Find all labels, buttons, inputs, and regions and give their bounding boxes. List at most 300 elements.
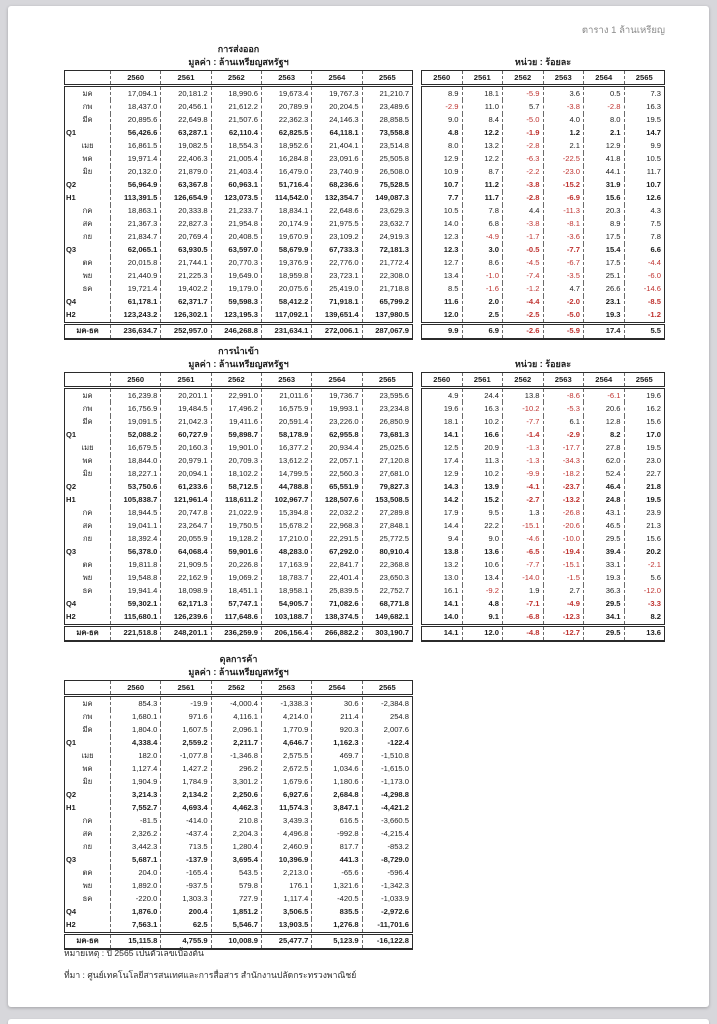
exports-title: การส่งออก — [217, 44, 260, 54]
cell: 43.1 — [584, 507, 625, 520]
cell: -437.4 — [161, 828, 211, 841]
trade-balance-value-subtitle: มูลค่า : ล้านเหรียญสหรัฐฯ — [188, 667, 289, 677]
cell: 13.2 — [422, 559, 463, 572]
row-label: มค-ธค — [65, 626, 111, 642]
cell: 27,120.8 — [362, 455, 412, 468]
cell: -2.8 — [584, 100, 625, 113]
cell: 7,563.1 — [111, 919, 161, 934]
cell: 13.4 — [462, 572, 503, 585]
cell: -14.0 — [503, 572, 544, 585]
cell: 46.5 — [584, 520, 625, 533]
cell: 23,109.2 — [312, 231, 362, 244]
cell: 10.7 — [624, 179, 665, 192]
year-column-header: 2565 — [362, 681, 412, 696]
cell: 11.3 — [462, 455, 503, 468]
cell: 13.9 — [462, 481, 503, 494]
cell: 71,918.1 — [312, 296, 362, 309]
cell: 29.5 — [584, 533, 625, 546]
cell: 48,283.0 — [261, 546, 311, 559]
row-label: H2 — [66, 612, 76, 622]
cell: 0.5 — [584, 86, 625, 101]
cell: 26.6 — [584, 283, 625, 296]
cell: 31.9 — [584, 179, 625, 192]
year-column-header: 2562 — [211, 71, 261, 86]
cell: 6.1 — [543, 416, 584, 429]
cell: 20,075.6 — [261, 283, 311, 296]
cell: 59,901.6 — [211, 546, 261, 559]
cell: -1.5 — [543, 572, 584, 585]
cell: 29.5 — [584, 626, 625, 642]
table-row — [65, 257, 413, 270]
cell: 17.4 — [584, 324, 625, 340]
cell: 19,993.1 — [312, 402, 362, 415]
cell: -22.5 — [543, 153, 584, 166]
header-row — [422, 71, 665, 86]
cell: 20,979.1 — [161, 455, 211, 468]
row-label: มิย — [82, 167, 93, 177]
cell: 8.2 — [584, 429, 625, 442]
table-row — [65, 244, 413, 257]
cell: 19.6 — [422, 402, 463, 415]
cell: 20,895.6 — [111, 114, 161, 127]
cell: 2,672.5 — [261, 763, 311, 776]
cell: 7.8 — [462, 205, 503, 218]
year-column-header: 2561 — [462, 71, 503, 86]
cell: 2.1 — [584, 127, 625, 140]
table-row — [422, 192, 665, 205]
cell: 4,462.3 — [211, 802, 261, 815]
cell: 20,174.9 — [261, 218, 311, 231]
cell: 56,964.9 — [111, 179, 161, 192]
cell: -4.4 — [503, 296, 544, 309]
cell: 46.4 — [584, 481, 625, 494]
cell: 20.6 — [584, 402, 625, 415]
cell: 4.3 — [624, 205, 665, 218]
table-row — [65, 776, 413, 789]
cell: 23,514.8 — [362, 140, 412, 153]
cell: -14.6 — [624, 283, 665, 296]
cell: 1,321.6 — [312, 880, 362, 893]
cell: -11.3 — [543, 205, 584, 218]
cell: 287,067.9 — [362, 324, 412, 340]
cell: 24.8 — [584, 494, 625, 507]
cell: 73,681.3 — [362, 429, 412, 442]
table-row — [65, 100, 413, 113]
cell: 28,858.5 — [362, 114, 412, 127]
table-row — [422, 244, 665, 257]
cell: 21,879.0 — [161, 166, 211, 179]
cell: 12.5 — [422, 442, 463, 455]
cell: -18.2 — [543, 468, 584, 481]
cell: 19,971.4 — [111, 153, 161, 166]
exports-percent-table — [421, 70, 665, 340]
cell: 14.2 — [422, 494, 463, 507]
cell: -3.3 — [624, 598, 665, 611]
row-label: Q2 — [66, 482, 77, 492]
cell: -12.0 — [624, 585, 665, 598]
cell: 62.5 — [161, 919, 211, 934]
cell: 25,772.5 — [362, 533, 412, 546]
cell: -5.0 — [503, 114, 544, 127]
cell: 4,496.8 — [261, 828, 311, 841]
cell: -5.9 — [543, 324, 584, 340]
table-row — [422, 270, 665, 283]
cell: 118,611.2 — [211, 494, 261, 507]
cell: 5,687.1 — [111, 854, 161, 867]
row-label: กย — [82, 534, 93, 544]
cell: 19,750.5 — [211, 520, 261, 533]
table-row — [65, 598, 413, 611]
cell: -2.7 — [503, 494, 544, 507]
row-label: H2 — [66, 920, 76, 930]
year-column-header: 2561 — [161, 71, 211, 86]
cell: 18,451.1 — [211, 585, 261, 598]
row-label: H1 — [66, 495, 76, 505]
cell: 117,092.1 — [261, 309, 311, 324]
table-row — [422, 546, 665, 559]
cell: -8.1 — [543, 218, 584, 231]
cell: 7.3 — [624, 86, 665, 101]
cell: 5.7 — [503, 100, 544, 113]
cell: 20,181.2 — [161, 86, 211, 101]
cell: 14,799.5 — [261, 468, 311, 481]
cell: 23.9 — [624, 507, 665, 520]
table-row — [422, 179, 665, 192]
cell: 62,825.5 — [261, 127, 311, 140]
cell: 126,239.6 — [161, 611, 211, 626]
table-row — [65, 906, 413, 919]
cell: 23.0 — [624, 455, 665, 468]
cell: 19,128.2 — [211, 533, 261, 546]
cell: 713.5 — [161, 841, 211, 854]
cell: 10.2 — [462, 416, 503, 429]
cell: 20,333.8 — [161, 205, 211, 218]
row-label: พค — [82, 153, 93, 163]
cell: 20,015.8 — [111, 257, 161, 270]
cell: 80,910.4 — [362, 546, 412, 559]
cell: 4,338.4 — [111, 737, 161, 750]
cell: 835.5 — [312, 906, 362, 919]
footnote-source: ที่มา : ศูนย์เทคโนโลยีสารสนเทศและการสื่อสาร สำนักงานปลัดกระทรวงพาณิชย์ — [64, 970, 357, 980]
table-row — [422, 100, 665, 113]
cell: 15.6 — [584, 192, 625, 205]
cell: 19.3 — [584, 309, 625, 324]
cell: 15.6 — [624, 533, 665, 546]
cell: 19,179.0 — [211, 283, 261, 296]
imports-percent-subtitle: หน่วย : ร้อยละ — [514, 359, 572, 369]
cell: -7.1 — [503, 598, 544, 611]
next-page-edge — [8, 1019, 709, 1024]
cell: 14.0 — [422, 611, 463, 626]
cell: -137.9 — [161, 854, 211, 867]
cell: 18,098.9 — [161, 585, 211, 598]
cell: 236,634.7 — [111, 324, 161, 340]
cell: 19,767.3 — [312, 86, 362, 101]
row-label: เมย — [81, 750, 94, 760]
cell: 21,011.6 — [261, 388, 311, 403]
cell: 59,898.7 — [211, 429, 261, 442]
cell: 68,236.6 — [312, 179, 362, 192]
table-row — [65, 494, 413, 507]
table-row — [65, 546, 413, 559]
row-label: Q1 — [66, 429, 77, 439]
cell: -6.7 — [543, 257, 584, 270]
cell: -2.1 — [624, 559, 665, 572]
cell: 9.0 — [462, 533, 503, 546]
cell: 2.1 — [543, 140, 584, 153]
cell: 25,419.0 — [312, 283, 362, 296]
cell: 19,069.2 — [211, 572, 261, 585]
row-label-header — [65, 71, 111, 86]
cell: 920.3 — [312, 724, 362, 737]
cell: -4,298.8 — [362, 789, 412, 802]
row-label: มค — [82, 390, 93, 400]
cell: 20,747.8 — [161, 507, 211, 520]
cell: 54,905.7 — [261, 598, 311, 611]
cell: -8.6 — [543, 388, 584, 403]
cell: 8.7 — [462, 166, 503, 179]
row-label: กย — [82, 232, 93, 242]
row-label: มค-ธค — [65, 324, 111, 340]
cell: 1,784.9 — [161, 776, 211, 789]
table-row — [65, 283, 413, 296]
cell: 10.9 — [422, 166, 463, 179]
cell: -4.6 — [503, 533, 544, 546]
table-row — [65, 481, 413, 494]
year-column-header: 2564 — [312, 373, 362, 388]
cell: 246,268.8 — [211, 324, 261, 340]
cell: -4,215.4 — [362, 828, 412, 841]
table-row — [422, 611, 665, 626]
cell: 3,439.3 — [261, 815, 311, 828]
table-row — [422, 626, 665, 642]
cell: 16,679.5 — [111, 442, 161, 455]
row-label: พย — [82, 573, 93, 583]
row-label: กย — [82, 842, 93, 852]
cell: 579.8 — [211, 880, 261, 893]
cell: 21,744.1 — [161, 257, 211, 270]
year-column-header: 2564 — [312, 71, 362, 86]
cell: 63,287.1 — [161, 127, 211, 140]
cell: 17,496.2 — [211, 402, 261, 415]
cell: 19,941.4 — [111, 585, 161, 598]
cell: 5,546.7 — [211, 919, 261, 934]
cell: -19.4 — [543, 546, 584, 559]
cell: -4.4 — [624, 257, 665, 270]
cell: 21,005.4 — [211, 153, 261, 166]
table-row — [65, 893, 413, 906]
imports-value-table-container — [64, 372, 413, 642]
cell: -3,660.5 — [362, 815, 412, 828]
cell: 23,226.0 — [312, 416, 362, 429]
cell: -6.9 — [543, 192, 584, 205]
table-row — [65, 626, 413, 642]
row-label: สค — [82, 219, 93, 229]
imports-value-subtitle: มูลค่า : ล้านเหรียญสหรัฐฯ — [188, 359, 289, 369]
cell: 22,776.0 — [312, 257, 362, 270]
cell: 8.9 — [422, 86, 463, 101]
cell: 441.3 — [312, 854, 362, 867]
cell: 63,367.8 — [161, 179, 211, 192]
cell: 44,788.8 — [261, 481, 311, 494]
cell: 4.4 — [503, 205, 544, 218]
cell: 971.6 — [161, 710, 211, 723]
cell: 22,649.8 — [161, 114, 211, 127]
cell: 15,678.2 — [261, 520, 311, 533]
cell: 4,116.1 — [211, 710, 261, 723]
row-label: เมย — [81, 442, 94, 452]
cell: -1,077.8 — [161, 750, 211, 763]
cell: -1,033.9 — [362, 893, 412, 906]
cell: 58,679.9 — [261, 244, 311, 257]
cell: -1,338.3 — [261, 696, 311, 711]
cell: 1.2 — [543, 127, 584, 140]
cell: 1,303.3 — [161, 893, 211, 906]
imports-title: การนำเข้า — [218, 346, 259, 356]
cell: 18,959.8 — [261, 270, 311, 283]
cell: 16,861.5 — [111, 140, 161, 153]
cell: 18,944.5 — [111, 507, 161, 520]
cell: 22.2 — [462, 520, 503, 533]
cell: 20,769.4 — [161, 231, 211, 244]
row-label: ธค — [82, 894, 93, 904]
cell: 20,204.5 — [312, 100, 362, 113]
table-row — [65, 388, 413, 403]
cell: 15.6 — [624, 416, 665, 429]
cell: 469.7 — [312, 750, 362, 763]
cell: -4,421.2 — [362, 802, 412, 815]
cell: 22,362.3 — [261, 114, 311, 127]
cell: 20,789.9 — [261, 100, 311, 113]
cell: 19.5 — [624, 494, 665, 507]
cell: 5.5 — [624, 324, 665, 340]
cell: -4.5 — [503, 257, 544, 270]
cell: 68,771.8 — [362, 598, 412, 611]
cell: 25,025.6 — [362, 442, 412, 455]
cell: 139,651.4 — [312, 309, 362, 324]
table-row — [65, 585, 413, 598]
table-row — [422, 533, 665, 546]
cell: -6.5 — [503, 546, 544, 559]
table-row — [65, 828, 413, 841]
table-row — [65, 192, 413, 205]
cell: 21.8 — [624, 481, 665, 494]
cell: 22,162.9 — [161, 572, 211, 585]
cell: 3.6 — [543, 86, 584, 101]
table-row — [422, 388, 665, 403]
cell: 176.1 — [261, 880, 311, 893]
cell: -15.1 — [503, 520, 544, 533]
cell: 22,308.0 — [362, 270, 412, 283]
cell: 19,649.0 — [211, 270, 261, 283]
cell: 14.1 — [422, 598, 463, 611]
row-label: เมย — [81, 140, 94, 150]
table-row — [422, 572, 665, 585]
year-column-header: 2563 — [261, 373, 311, 388]
cell: 67,733.3 — [312, 244, 362, 257]
cell: 22,991.0 — [211, 388, 261, 403]
cell: 10.2 — [462, 468, 503, 481]
year-column-header: 2563 — [261, 71, 311, 86]
cell: -2.8 — [503, 140, 544, 153]
cell: -4.8 — [503, 626, 544, 642]
year-column-header: 2560 — [422, 373, 463, 388]
table-row — [65, 572, 413, 585]
cell: -1.2 — [624, 309, 665, 324]
row-label: Q2 — [66, 790, 77, 800]
cell: 11.6 — [422, 296, 463, 309]
footnote-remark: หมายเหตุ : ปี 2565 เป็นตัวเลขเบื้องต้น — [64, 948, 204, 958]
table-row — [422, 402, 665, 415]
cell: 296.2 — [211, 763, 261, 776]
cell: 72,181.3 — [362, 244, 412, 257]
row-label: ธค — [82, 284, 93, 294]
cell: -3.8 — [543, 100, 584, 113]
cell: 2.7 — [543, 585, 584, 598]
cell: 3,847.1 — [312, 802, 362, 815]
year-column-header: 2560 — [111, 373, 161, 388]
cell: 79,827.3 — [362, 481, 412, 494]
cell: -1.3 — [503, 455, 544, 468]
cell: -1,510.8 — [362, 750, 412, 763]
document-page — [8, 6, 709, 1007]
cell: -26.8 — [543, 507, 584, 520]
cell: 56,426.6 — [111, 127, 161, 140]
cell: 236,259.9 — [211, 626, 261, 642]
cell: 27,289.8 — [362, 507, 412, 520]
cell: 14.7 — [624, 127, 665, 140]
cell: -8.5 — [624, 296, 665, 309]
table-row — [422, 481, 665, 494]
row-label: Q4 — [66, 907, 77, 917]
table-row — [65, 140, 413, 153]
table-row — [65, 737, 413, 750]
cell: 19,670.9 — [261, 231, 311, 244]
cell: 25.1 — [584, 270, 625, 283]
cell: 123,195.3 — [211, 309, 261, 324]
cell: -2,384.8 — [362, 696, 412, 711]
cell: 19,721.4 — [111, 283, 161, 296]
row-label: Q4 — [66, 599, 77, 609]
cell: 8.4 — [462, 114, 503, 127]
cell: 126,302.1 — [161, 309, 211, 324]
table-row — [65, 710, 413, 723]
imports-percent-table — [421, 372, 665, 642]
cell: 60,727.9 — [161, 429, 211, 442]
cell: 36.3 — [584, 585, 625, 598]
cell: 23,264.7 — [161, 520, 211, 533]
cell: 252,957.0 — [161, 324, 211, 340]
cell: 4,755.9 — [161, 934, 211, 950]
cell: 3,301.2 — [211, 776, 261, 789]
cell: 266,882.2 — [312, 626, 362, 642]
row-label: พย — [82, 881, 93, 891]
cell: 27,848.1 — [362, 520, 412, 533]
cell: -12.7 — [543, 626, 584, 642]
cell: -19.9 — [161, 696, 211, 711]
cell: 2,250.6 — [211, 789, 261, 802]
cell: 4,646.7 — [261, 737, 311, 750]
table-row — [422, 309, 665, 324]
cell: 41.8 — [584, 153, 625, 166]
cell: 21,404.1 — [312, 140, 362, 153]
row-label: Q2 — [66, 180, 77, 190]
year-column-header: 2562 — [503, 71, 544, 86]
table-row — [65, 416, 413, 429]
cell: 20,934.4 — [312, 442, 362, 455]
cell: 12.6 — [624, 192, 665, 205]
table-row — [65, 296, 413, 309]
